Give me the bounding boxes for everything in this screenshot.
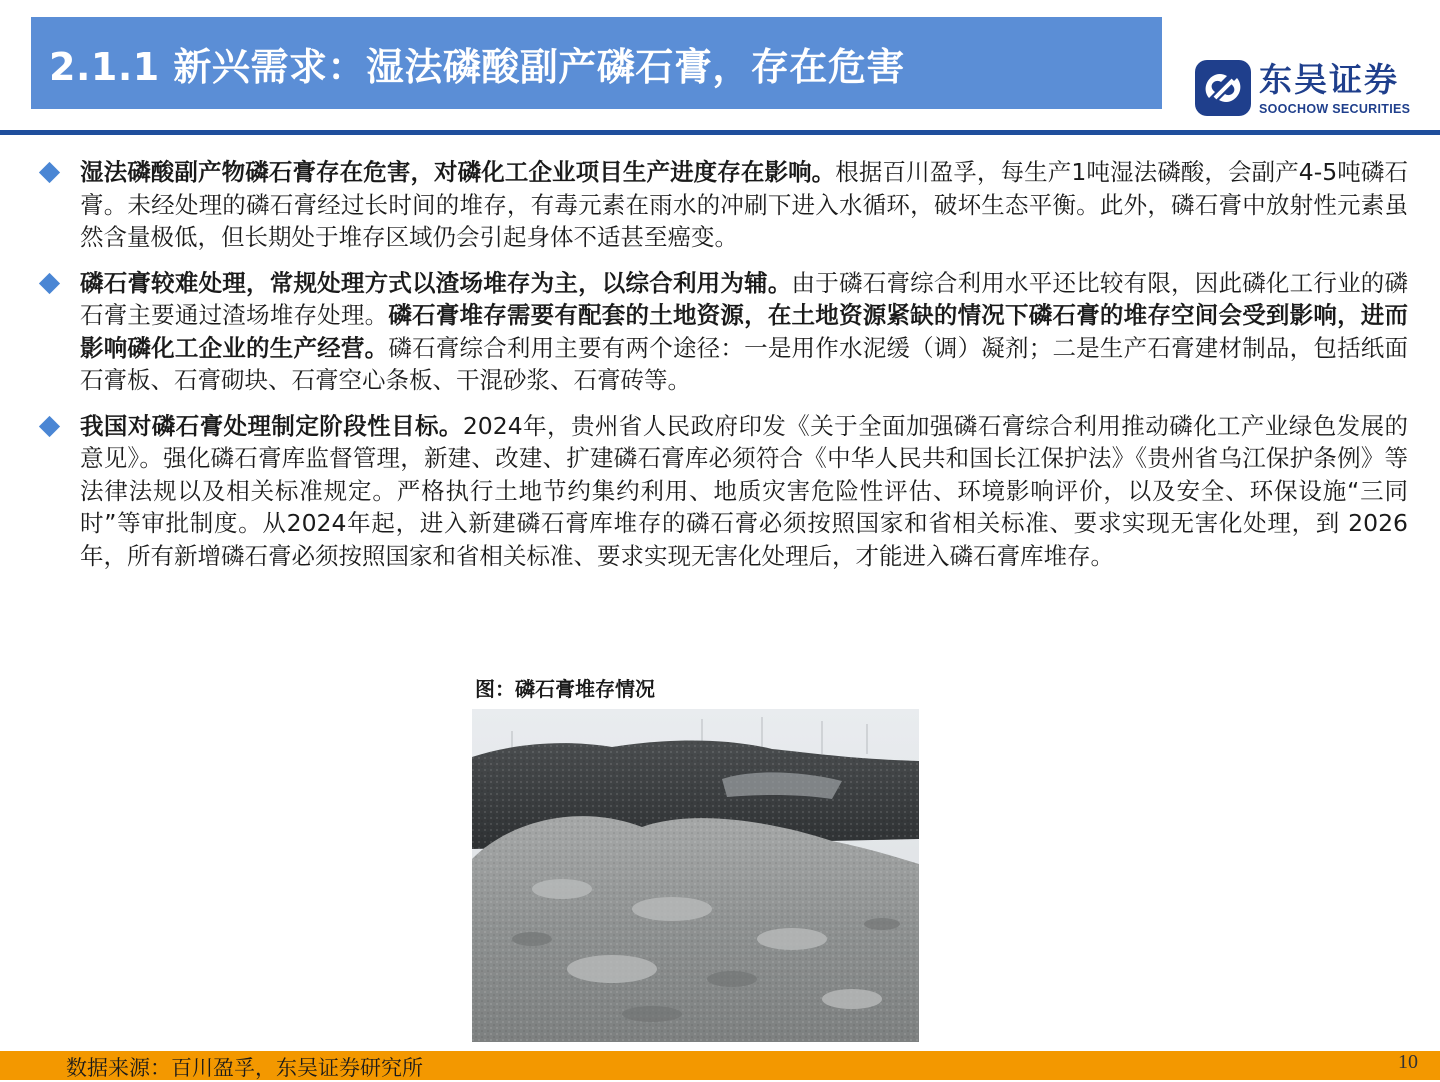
diamond-bullet-icon: [39, 162, 60, 183]
logo-chinese-text: 东吴证券: [1259, 60, 1399, 99]
bullet-text-bold: 磷石膏较难处理，常规处理方式以渣场堆存为主，以综合利用为辅。: [80, 268, 792, 297]
bullet-item: [38, 410, 1408, 573]
page-title: 2.1.1 新兴需求：湿法磷酸副产磷石膏，存在危害: [49, 44, 905, 89]
bullet-text: 磷石膏综合利用主要有两个途径：一是用作水泥缓（调）凝剂；二是生产石膏建材制品，包括纸面石膏板、石膏砌块、石膏空心条板、干混砂浆、石膏砖等。: [80, 333, 1409, 394]
diamond-bullet-icon: [39, 272, 60, 293]
bullet-text: 由于磷石膏综合利用水平还比较有限，因此磷化工行业的磷石膏主要通过渣场堆存处理。: [80, 268, 1409, 329]
data-source: 数据来源：百川盈孚，东吴证券研究所: [66, 1056, 423, 1080]
stockpile-photo: [472, 709, 919, 1042]
bullet-item: [38, 267, 1408, 397]
bullet-item: [38, 156, 1408, 254]
page-number: 10: [1398, 1051, 1418, 1073]
title-bar: [31, 17, 1162, 109]
company-logo: [1191, 52, 1421, 122]
diamond-bullet-icon: [39, 415, 60, 436]
bullet-list: [38, 156, 1408, 585]
bullet-text: 根据百川盈孚，每生产1吨湿法磷酸，会副产4-5吨磷石膏。未经处理的磷石膏经过长时间的堆存，有毒元素在雨水的冲刷下进入水循环，破坏生态平衡。此外，磷石膏中放射性元素虽然含量极低，但长期处于堆存区域仍会引起身体不适甚至癌变。: [80, 158, 1408, 251]
soochow-logo-icon: [1193, 58, 1253, 118]
bullet-text-bold: 我国对磷石膏处理制定阶段性目标。: [80, 411, 463, 440]
bullet-text: 2024年，贵州省人民政府印发《关于全面加强磷石膏综合利用推动磷化工产业绿色发展的意见》。强化磷石膏库监督管理，新建、改建、扩建磷石膏库必须符合《中华人民共和国长江保护法》《贵州省乌江保护条例》等法律法规以及相关标准规定。严格执行土地节约集约利用、地质灾害危险性评估、环境影响评价，以及安全、环保设施“三同时”等审批制度。从2024年起，进入新建磷石膏库堆存的磷石膏必须按照国家和省相关标准、要求实现无害化处理，到 2026年，所有新增磷石膏必须按照国家和省相关标准、要求实现无害化处理后，才能进入磷石膏库堆存。: [80, 411, 1409, 570]
bullet-text-bold: 磷石膏堆存需要有配套的土地资源，在土地资源紧缺的情况下磷石膏的堆存空间会受到影响，进而影响磷化工企业的生产经营。: [80, 301, 1409, 362]
header-divider: [0, 130, 1440, 135]
logo-english-text: SOOCHOW SECURITIES: [1259, 102, 1411, 116]
figure-caption: 图：磷石膏堆存情况: [475, 677, 655, 701]
bullet-text-bold: 湿法磷酸副产物磷石膏存在危害，对磷化工企业项目生产进度存在影响。: [80, 158, 836, 186]
